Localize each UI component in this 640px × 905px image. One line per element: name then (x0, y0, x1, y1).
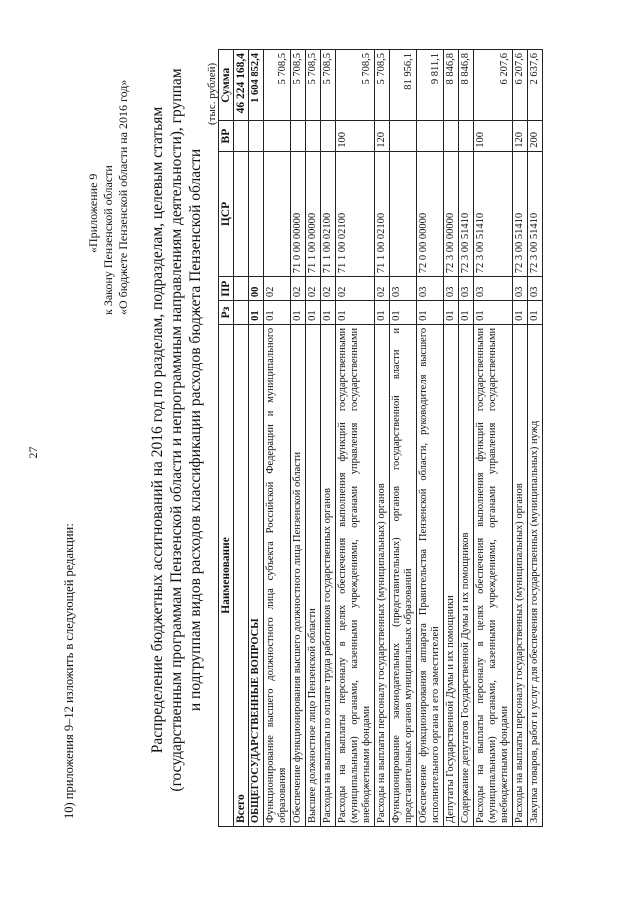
row-csr-cell (249, 151, 264, 277)
row-pr-cell: 03 (513, 277, 528, 301)
row-sum-cell: 5 708,5 (336, 50, 375, 121)
intro-line: 10) приложения 9–12 изложить в следующей редакции: (62, 523, 76, 819)
table-row (336, 50, 375, 827)
table-row (234, 50, 249, 827)
row-pr-cell: 02 (306, 277, 321, 301)
header-vr: ВР (219, 121, 234, 151)
row-csr-cell: 71 1 00 02100 (336, 151, 375, 277)
header-csr: ЦСР (219, 151, 234, 277)
row-csr-cell: 72 3 00 51410 (459, 151, 474, 277)
row-name-cell: Функционирование законодательных (представительных) органов государственной власти и представительных органов муниципальных образований (390, 324, 417, 826)
row-csr-cell (264, 151, 291, 277)
row-name-cell: Содержание депутатов Государственной Думы и их помощников (459, 324, 474, 826)
header-sum: Сумма (219, 50, 234, 121)
row-rz-cell: 01 (513, 301, 528, 325)
row-rz-cell: 01 (474, 301, 513, 325)
row-pr-cell: 03 (459, 277, 474, 301)
row-pr-cell: 02 (321, 277, 336, 301)
row-pr-cell: 02 (264, 277, 291, 301)
row-csr-cell (390, 151, 417, 277)
row-rz-cell: 01 (528, 301, 543, 325)
table-row (264, 50, 291, 827)
appendix-number: «Приложение 9 (86, 173, 100, 253)
row-name-cell: Функционирование высшего должностного лица субъекта Российской Федерации и муниципального образования (264, 324, 291, 826)
table-row (321, 50, 336, 827)
row-pr-cell: 02 (336, 277, 375, 301)
row-csr-cell: 71 1 00 02100 (321, 151, 336, 277)
row-rz-cell: 01 (291, 301, 306, 325)
row-sum-cell: 8 846,8 (459, 50, 474, 121)
row-sum-cell: 6 207,6 (474, 50, 513, 121)
header-name: Наименование (219, 324, 234, 826)
row-vr-cell (264, 121, 291, 151)
row-vr-cell (306, 121, 321, 151)
row-sum-cell: 81 956,1 (390, 50, 417, 121)
row-sum-cell: 5 708,5 (375, 50, 390, 121)
row-vr-cell (234, 121, 249, 151)
row-vr-cell (444, 121, 459, 151)
row-name-cell: Расходы на выплаты персоналу государственных (муниципальных) органов (375, 324, 390, 826)
row-vr-cell (249, 121, 264, 151)
row-csr-cell: 72 3 00 00000 (444, 151, 459, 277)
units-label: (тыс. рублей) (206, 62, 218, 125)
table-row (528, 50, 543, 827)
document-title: Распределение бюджетных ассигнований на 2016 год по разделам, подразделам, целевым статьям (государственным программам Пензенской области и непрограммным направлениям деятельности), группам и подгруппам видов расходов классификации расходов бюджета Пензенской области (149, 68, 204, 792)
row-pr-cell: 03 (474, 277, 513, 301)
table-row (417, 50, 444, 827)
row-sum-cell: 1 604 852,4 (249, 50, 264, 121)
row-rz-cell: 01 (264, 301, 291, 325)
row-csr-cell: 71 1 00 00000 (306, 151, 321, 277)
row-sum-cell: 9 811,1 (417, 50, 444, 121)
row-pr-cell: 03 (390, 277, 417, 301)
header-pr: ПР (219, 277, 234, 301)
row-sum-cell: 8 846,8 (444, 50, 459, 121)
row-rz-cell: 01 (306, 301, 321, 325)
row-csr-cell: 72 3 00 51410 (513, 151, 528, 277)
row-vr-cell: 100 (336, 121, 375, 151)
page-number: 27 (26, 446, 40, 459)
row-vr-cell (291, 121, 306, 151)
row-rz-cell: 01 (249, 301, 264, 325)
row-vr-cell (459, 121, 474, 151)
row-vr-cell: 200 (528, 121, 543, 151)
row-pr-cell: 03 (528, 277, 543, 301)
table-row (249, 50, 264, 827)
row-vr-cell: 120 (375, 121, 390, 151)
row-name-cell: Обеспечение функционирования высшего должностного лица Пензенской области (291, 324, 306, 826)
row-rz-cell: 01 (390, 301, 417, 325)
row-sum-cell: 5 708,5 (264, 50, 291, 121)
row-csr-cell: 72 3 00 51410 (528, 151, 543, 277)
row-name-cell: Обеспечение функционирования аппарата Правительства Пензенской области, руководителя высшего исполнительного органа и его заместителей (417, 324, 444, 826)
row-sum-cell: 5 708,5 (291, 50, 306, 121)
row-name-cell: Расходы на выплаты персоналу в целях обеспечения выполнения функций государственными (муниципальными) органами, казенными учреждениями, органами управления государственными внебюджетными фондами (336, 324, 375, 826)
row-sum-cell: 6 207,6 (513, 50, 528, 121)
row-vr-cell (417, 121, 444, 151)
table-row (291, 50, 306, 827)
appendix-header (86, 80, 131, 315)
row-name-cell: Расходы на выплаты персоналу государственных (муниципальных) органов (513, 324, 528, 826)
row-rz-cell: 01 (459, 301, 474, 325)
row-csr-cell: 71 1 00 02100 (375, 151, 390, 277)
row-rz-cell: 01 (375, 301, 390, 325)
row-vr-cell (321, 121, 336, 151)
row-rz-cell: 01 (321, 301, 336, 325)
row-name-cell: ОБЩЕГОСУДАРСТВЕННЫЕ ВОПРОСЫ (249, 324, 264, 826)
row-pr-cell: 00 (249, 277, 264, 301)
table-row (444, 50, 459, 827)
row-csr-cell: 72 3 00 51410 (474, 151, 513, 277)
row-name-cell: Высшее должностное лицо Пензенской области (306, 324, 321, 826)
row-rz-cell (234, 301, 249, 325)
row-name-cell: Всего (234, 324, 249, 826)
table-row (474, 50, 513, 827)
row-vr-cell (390, 121, 417, 151)
row-name-cell: Расходы на выплаты персоналу в целях обеспечения выполнения функций государственными (муниципальными) органами, казенными учреждениями, органами управления государственными внебюджетными фондами (474, 324, 513, 826)
row-name-cell: Закупка товаров, работ и услуг для обеспечения государственных (муниципальных) нужд (528, 324, 543, 826)
row-pr-cell: 03 (444, 277, 459, 301)
table-row (306, 50, 321, 827)
row-pr-cell (234, 277, 249, 301)
appendix-law-ref: к Закону Пензенской области (101, 165, 115, 315)
budget-table (218, 49, 543, 827)
row-vr-cell: 100 (474, 121, 513, 151)
row-sum-cell: 46 224 168,4 (234, 50, 249, 121)
row-rz-cell: 01 (444, 301, 459, 325)
row-sum-cell: 2 637,6 (528, 50, 543, 121)
row-pr-cell: 03 (417, 277, 444, 301)
table-row (513, 50, 528, 827)
row-rz-cell: 01 (417, 301, 444, 325)
appendix-law-title: «О бюджете Пензенской области на 2016 год» (116, 79, 130, 315)
row-pr-cell: 02 (375, 277, 390, 301)
row-vr-cell: 120 (513, 121, 528, 151)
row-sum-cell: 5 708,5 (306, 50, 321, 121)
table-header-row (219, 50, 234, 827)
header-rz: Рз (219, 301, 234, 325)
row-rz-cell: 01 (336, 301, 375, 325)
row-sum-cell: 5 708,5 (321, 50, 336, 121)
row-csr-cell: 71 0 00 00000 (291, 151, 306, 277)
row-pr-cell: 02 (291, 277, 306, 301)
table-row (390, 50, 417, 827)
row-csr-cell: 72 0 00 00000 (417, 151, 444, 277)
row-name-cell: Расходы на выплаты по оплате труда работников государственных органов (321, 324, 336, 826)
row-csr-cell (234, 151, 249, 277)
table-row (459, 50, 474, 827)
table-row (375, 50, 390, 827)
row-name-cell: Депутаты Государственной Думы и их помощники (444, 324, 459, 826)
